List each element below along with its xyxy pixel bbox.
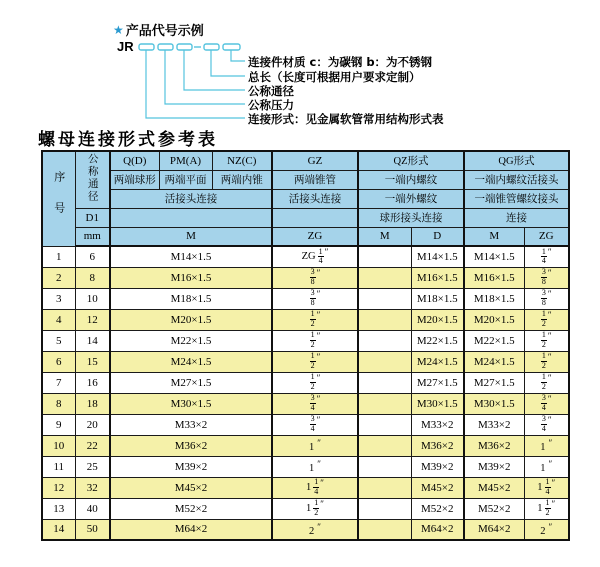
row-qg-m: M36×2 [464,435,524,456]
row-serial: 3 [42,288,75,309]
row-serial: 12 [42,477,75,498]
row-qg-zg: $\frac{1}{2}$ ″ [524,372,569,393]
stacked-fraction: $\frac{3}{4}$ [541,393,546,413]
row-qg-zg: $\frac{3}{4}$ ″ [524,414,569,435]
table-row [42,309,569,330]
row-qg-m: M16×1.5 [464,267,524,288]
row-qz-d: M33×2 [411,414,464,435]
row-qz-d: M52×2 [411,498,464,519]
header-pm-desc: 两端平面 [159,170,212,189]
row-gz-size: $\frac{3}{4}$ ″ [272,393,358,414]
row-serial: 14 [42,519,75,540]
row-qz-m [358,372,411,393]
row-serial: 11 [42,456,75,477]
header-qg-zg: ZG [524,227,569,246]
row-qg-m: M20×1.5 [464,309,524,330]
row-m-thread: M14×1.5 [110,246,272,267]
row-qz-m [358,330,411,351]
stacked-fraction: $\frac{1}{2}$ [541,351,546,371]
leader-line-length [211,50,245,76]
code-segment-box [204,44,219,50]
row-m-thread: M20×1.5 [110,309,272,330]
table-row [42,435,569,456]
row-qz-m [358,267,411,288]
row-qz-d: M30×1.5 [411,393,464,414]
header-nz-desc: 两端内锥 [212,170,272,189]
row-serial: 7 [42,372,75,393]
row-qz-d: M36×2 [411,435,464,456]
row-m-thread: M27×1.5 [110,372,272,393]
row-dn: 8 [75,267,110,288]
label-material: 连接件材质 c：为碳钢 b：为不锈钢 [248,55,433,69]
row-qg-zg: 1 ″ [524,435,569,456]
stacked-fraction: $\frac{1}{2}$ [310,372,315,392]
row-qg-m: M18×1.5 [464,288,524,309]
row-qz-m [358,414,411,435]
stacked-fraction: $\frac{3}{4}$ [310,393,315,413]
row-qz-d: M20×1.5 [411,309,464,330]
row-qz-d: M64×2 [411,519,464,540]
row-dn: 18 [75,393,110,414]
row-serial: 5 [42,330,75,351]
stacked-fraction: $\frac{1}{2}$ [310,351,315,371]
row-m-thread: M18×1.5 [110,288,272,309]
row-dn: 16 [75,372,110,393]
row-qg-zg: $\frac{1}{2}$ ″ [524,309,569,330]
row-qg-zg: $\frac{3}{8}$ ″ [524,288,569,309]
row-serial: 13 [42,498,75,519]
nut-connection-reference-table [41,150,570,541]
header-qz-d: D [411,227,464,246]
header-qz-desc1: 一端内螺纹 [358,170,464,189]
header-qg-desc2: 一端锥管螺纹接头 [464,189,569,208]
row-qz-d: M22×1.5 [411,330,464,351]
stacked-fraction: $\frac{3}{8}$ [310,267,315,287]
row-gz-size: 2 ″ [272,519,358,540]
table-row [42,456,569,477]
row-qg-zg: $\frac{1}{2}$ ″ [524,351,569,372]
row-m-thread: M39×2 [110,456,272,477]
row-qz-d: M16×1.5 [411,267,464,288]
stacked-fraction: $\frac{1}{2}$ [541,309,546,329]
table-row [42,246,569,267]
row-qg-m: M22×1.5 [464,330,524,351]
header-q: Q(D) [110,151,159,170]
row-gz-size: ZG $\frac{1}{4}$ ″ [272,246,358,267]
leader-line-connection [146,50,245,118]
stacked-fraction: $\frac{1}{4}$ [541,246,546,266]
header-m: M [110,227,272,246]
header-empty-1 [110,208,272,227]
row-gz-size: $\frac{3}{4}$ ″ [272,414,358,435]
table-row [42,267,569,288]
row-gz-size: $\frac{3}{8}$ ″ [272,267,358,288]
row-dn: 20 [75,414,110,435]
row-qg-m: M45×2 [464,477,524,498]
header-row-5 [42,227,569,246]
table-row [42,519,569,540]
header-qg-connection: 连接 [464,208,569,227]
row-qz-d: M14×1.5 [411,246,464,267]
table-row [42,414,569,435]
row-gz-size: 1 ″ [272,435,358,456]
row-dn: 50 [75,519,110,540]
stacked-fraction: $\frac{1}{2}$ [541,372,546,392]
code-segment-box [223,44,240,50]
row-qg-m: M24×1.5 [464,351,524,372]
row-qz-m [358,309,411,330]
row-qg-zg: 2 ″ [524,519,569,540]
row-dn: 22 [75,435,110,456]
stacked-fraction: $\frac{1}{2}$ [541,330,546,350]
header-q-desc: 两端球形 [110,170,159,189]
label-nominal-diameter: 公称通径 [248,84,294,98]
row-dn: 12 [75,309,110,330]
header-serial: 序号 [42,151,75,246]
row-serial: 4 [42,309,75,330]
star-icon: ★ [113,22,124,37]
table-row [42,330,569,351]
row-qg-zg: 1 ″ [524,456,569,477]
stacked-fraction: $\frac{3}{8}$ [541,288,546,308]
row-serial: 8 [42,393,75,414]
row-m-thread: M30×1.5 [110,393,272,414]
header-qz-connection: 球形接头连接 [358,208,464,227]
row-qg-zg: 1 $\frac{1}{4}$ ″ [524,477,569,498]
header-qg-m: M [464,227,524,246]
row-qg-zg: $\frac{1}{2}$ ″ [524,330,569,351]
row-dn: 15 [75,351,110,372]
table-row [42,498,569,519]
code-segment-box [177,44,192,50]
row-qz-m [358,456,411,477]
leader-line-pressure [165,50,245,104]
row-serial: 10 [42,435,75,456]
stacked-fraction: $\frac{1}{4}$ [314,477,319,497]
code-prefix: JR [117,39,134,54]
stacked-fraction: $\frac{3}{4}$ [310,414,315,434]
row-m-thread: M16×1.5 [110,267,272,288]
table-row [42,372,569,393]
row-m-thread: M33×2 [110,414,272,435]
table-row [42,477,569,498]
header-qz-form: QZ形式 [358,151,464,170]
stacked-fraction: $\frac{1}{2}$ [310,330,315,350]
row-dn: 32 [75,477,110,498]
header-qz-desc2: 一端外螺纹 [358,189,464,208]
stacked-fraction: $\frac{1}{4}$ [318,246,323,266]
row-qg-m: M14×1.5 [464,246,524,267]
stacked-fraction: $\frac{1}{4}$ [545,477,550,497]
row-qz-m [358,351,411,372]
header-d1: D1 [75,208,110,227]
row-dn: 14 [75,330,110,351]
row-qg-m: M52×2 [464,498,524,519]
row-gz-size: 1 $\frac{1}{2}$ ″ [272,498,358,519]
row-dn: 40 [75,498,110,519]
row-m-thread: M24×1.5 [110,351,272,372]
row-qz-m [358,288,411,309]
code-segment-box [139,44,154,50]
header-empty-2 [272,208,358,227]
header-row-4 [42,208,569,227]
row-m-thread: M22×1.5 [110,330,272,351]
row-gz-size: 1 ″ [272,456,358,477]
row-qg-zg: $\frac{1}{4}$ ″ [524,246,569,267]
header-nz: NZ(C) [212,151,272,170]
header-mm: mm [75,227,110,246]
table-title: 螺母连接形式参考表 [38,130,218,150]
row-qz-m [358,498,411,519]
stacked-fraction: $\frac{3}{8}$ [310,288,315,308]
stacked-fraction: $\frac{1}{2}$ [545,498,550,518]
row-dn: 6 [75,246,110,267]
stacked-fraction: $\frac{3}{8}$ [541,267,546,287]
row-qz-d: M45×2 [411,477,464,498]
label-nominal-pressure: 公称压力 [248,98,294,112]
row-gz-size: $\frac{1}{2}$ ″ [272,309,358,330]
label-connection-form: 连接形式：见金属软管常用结构形式表 [248,112,444,126]
row-dn: 25 [75,456,110,477]
header-qg-form: QG形式 [464,151,569,170]
row-serial: 1 [42,246,75,267]
leader-line-diameter [184,50,245,90]
row-dn: 10 [75,288,110,309]
row-qz-d: M24×1.5 [411,351,464,372]
row-qg-m: M64×2 [464,519,524,540]
code-segment-box [158,44,173,50]
stacked-fraction: $\frac{1}{2}$ [310,309,315,329]
label-total-length: 总长（长度可根据用户要求定制） [248,70,421,84]
row-gz-size: $\frac{1}{2}$ ″ [272,372,358,393]
row-m-thread: M36×2 [110,435,272,456]
header-qz-m: M [358,227,411,246]
row-gz-size: $\frac{3}{8}$ ″ [272,288,358,309]
header-nominal-diameter: 公称通径 [75,151,110,208]
table-row [42,393,569,414]
stacked-fraction: $\frac{1}{2}$ [314,498,319,518]
table-row [42,288,569,309]
header-row-3 [42,189,569,208]
header-row-1 [42,151,569,170]
row-serial: 2 [42,267,75,288]
row-qg-m: M39×2 [464,456,524,477]
row-m-thread: M45×2 [110,477,272,498]
header-gz-desc: 两端锥管 [272,170,358,189]
header-row-2 [42,170,569,189]
row-qz-d: M18×1.5 [411,288,464,309]
header-zg: ZG [272,227,358,246]
row-m-thread: M52×2 [110,498,272,519]
stacked-fraction: $\frac{3}{4}$ [541,414,546,434]
row-serial: 6 [42,351,75,372]
leader-line-material [231,50,245,61]
row-qg-zg: $\frac{3}{8}$ ″ [524,267,569,288]
row-gz-size: 1 $\frac{1}{4}$ ″ [272,477,358,498]
header-pm: PM(A) [159,151,212,170]
header-union-connection: 活接头连接 [110,189,272,208]
header-gz: GZ [272,151,358,170]
row-qz-m [358,477,411,498]
row-qg-m: M30×1.5 [464,393,524,414]
row-m-thread: M64×2 [110,519,272,540]
header-gz-connection: 活接头连接 [272,189,358,208]
row-qz-d: M39×2 [411,456,464,477]
row-qg-m: M33×2 [464,414,524,435]
table-row [42,351,569,372]
row-qz-m [358,519,411,540]
row-serial: 9 [42,414,75,435]
row-gz-size: $\frac{1}{2}$ ″ [272,330,358,351]
row-gz-size: $\frac{1}{2}$ ″ [272,351,358,372]
row-qz-d: M27×1.5 [411,372,464,393]
product-code-heading-text: 产品代号示例 [125,24,204,39]
row-qg-zg: $\frac{3}{4}$ ″ [524,393,569,414]
header-qg-desc1: 一端内螺纹活接头 [464,170,569,189]
row-qg-zg: 1 $\frac{1}{2}$ ″ [524,498,569,519]
row-qz-m [358,246,411,267]
row-qz-m [358,435,411,456]
row-qz-m [358,393,411,414]
row-qg-m: M27×1.5 [464,372,524,393]
